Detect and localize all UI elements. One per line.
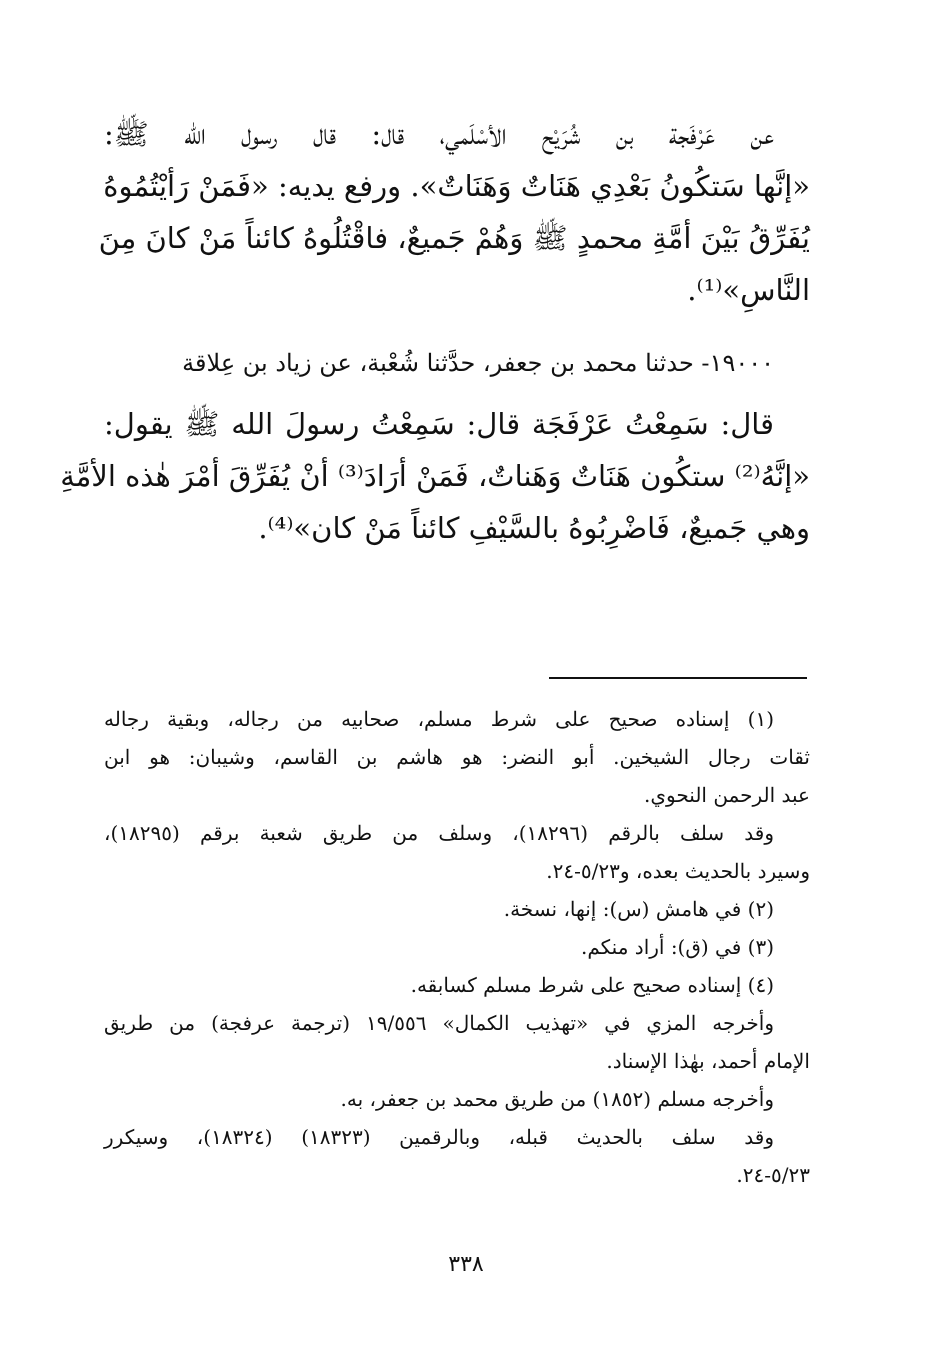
footnote-line: (٢) في هامش (س): إنها، نسخة. bbox=[503, 897, 774, 921]
footnote-line: ثقات رجال الشيخين. أبو النضر: هو هاشم بن القاسم، وشيبان: هو ابن bbox=[104, 745, 810, 769]
footnotes bbox=[104, 700, 810, 1194]
footnote-line: عبد الرحمن النحوي. bbox=[644, 783, 810, 807]
footnote-line: وقد سلف بالحديث قبله، وبالرقمين (١٨٣٢٣) (١٨٣٢٤)، وسيكرر bbox=[104, 1125, 774, 1149]
hadith-heading: ١٩٠٠٠- حدثنا محمد بن جعفر، حدَّثنا شُعْبة، عن زياد بن عِلاقة bbox=[182, 349, 774, 377]
footnote-divider bbox=[549, 677, 807, 679]
paragraph-2-line-1: قال: سَمِعْتُ عَرْفَجَة قال: سَمِعْتُ رسولَ الله ﷺ يقول: bbox=[104, 407, 774, 441]
footnote-line: ٥/٢٣-٢٤. bbox=[736, 1163, 810, 1187]
paragraph-2-line-3: وهي جَميعٌ، فَاضْرِبُوهُ بالسَّيْفِ كائناً مَنْ كان»⁽⁴⁾. bbox=[258, 511, 810, 545]
paragraph-1 bbox=[98, 108, 810, 316]
footnote-line: وأخرجه مسلم (١٨٥٢) من طريق محمد بن جعفر، به. bbox=[340, 1087, 774, 1111]
footnote-line: (٤) إسناده صحيح على شرط مسلم كسابقه. bbox=[410, 973, 774, 997]
footnote-line: الإمام أحمد، بهٰذا الإسناد. bbox=[606, 1049, 810, 1073]
paragraph-1-line-4: النَّاسِ»⁽¹⁾. bbox=[687, 273, 810, 307]
paragraph-2 bbox=[60, 398, 810, 554]
footnote-line: وقد سلف بالرقم (١٨٢٩٦)، وسلف من طريق شعبة برقم (١٨٢٩٥)، bbox=[104, 821, 774, 845]
paragraph-1-line-2: «إنَّها سَتكُونُ بَعْدِي هَنَاتٌ وَهَنَاتٌ». ورفع يديه: «فَمَنْ رَأيْتُمُوهُ bbox=[103, 169, 810, 203]
paragraph-1-line-1: عن عَرْفَجة بن شُرَيْح الأسْلَمي، قال: قال رسول الله ﷺ: bbox=[104, 117, 774, 151]
footnote-line: (١) إسناده صحيح على شرط مسلم، صحابيه من رجاله، وبقية رجاله bbox=[104, 707, 774, 731]
footnote-line: (٣) في (ق): أراد منكم. bbox=[580, 935, 774, 959]
footnote-line: وسيرد بالحديث بعده، و٥/٢٣-٢٤. bbox=[546, 859, 810, 883]
page-number: ٣٣٨ bbox=[448, 1252, 484, 1277]
paragraph-2-line-2: «إنَّهُ⁽²⁾ ستكُون هَنَاتٌ وَهَناتٌ، فَمَنْ أرَادَ⁽³⁾ أنْ يُفَرِّقَ أمْرَ هٰذه الأمَّةِ bbox=[60, 459, 810, 493]
footnote-line: وأخرجه المزي في «تهذيب الكمال» ١٩/٥٥٦ (ترجمة عرفجة) من طريق bbox=[104, 1011, 774, 1035]
paragraph-1-line-3: يُفَرِّقُ بَيْنَ أمَّةِ محمدٍ ﷺ وَهُمْ جَميعٌ، فاقْتُلُوهُ كائناً مَنْ كانَ مِنَ bbox=[98, 221, 810, 255]
